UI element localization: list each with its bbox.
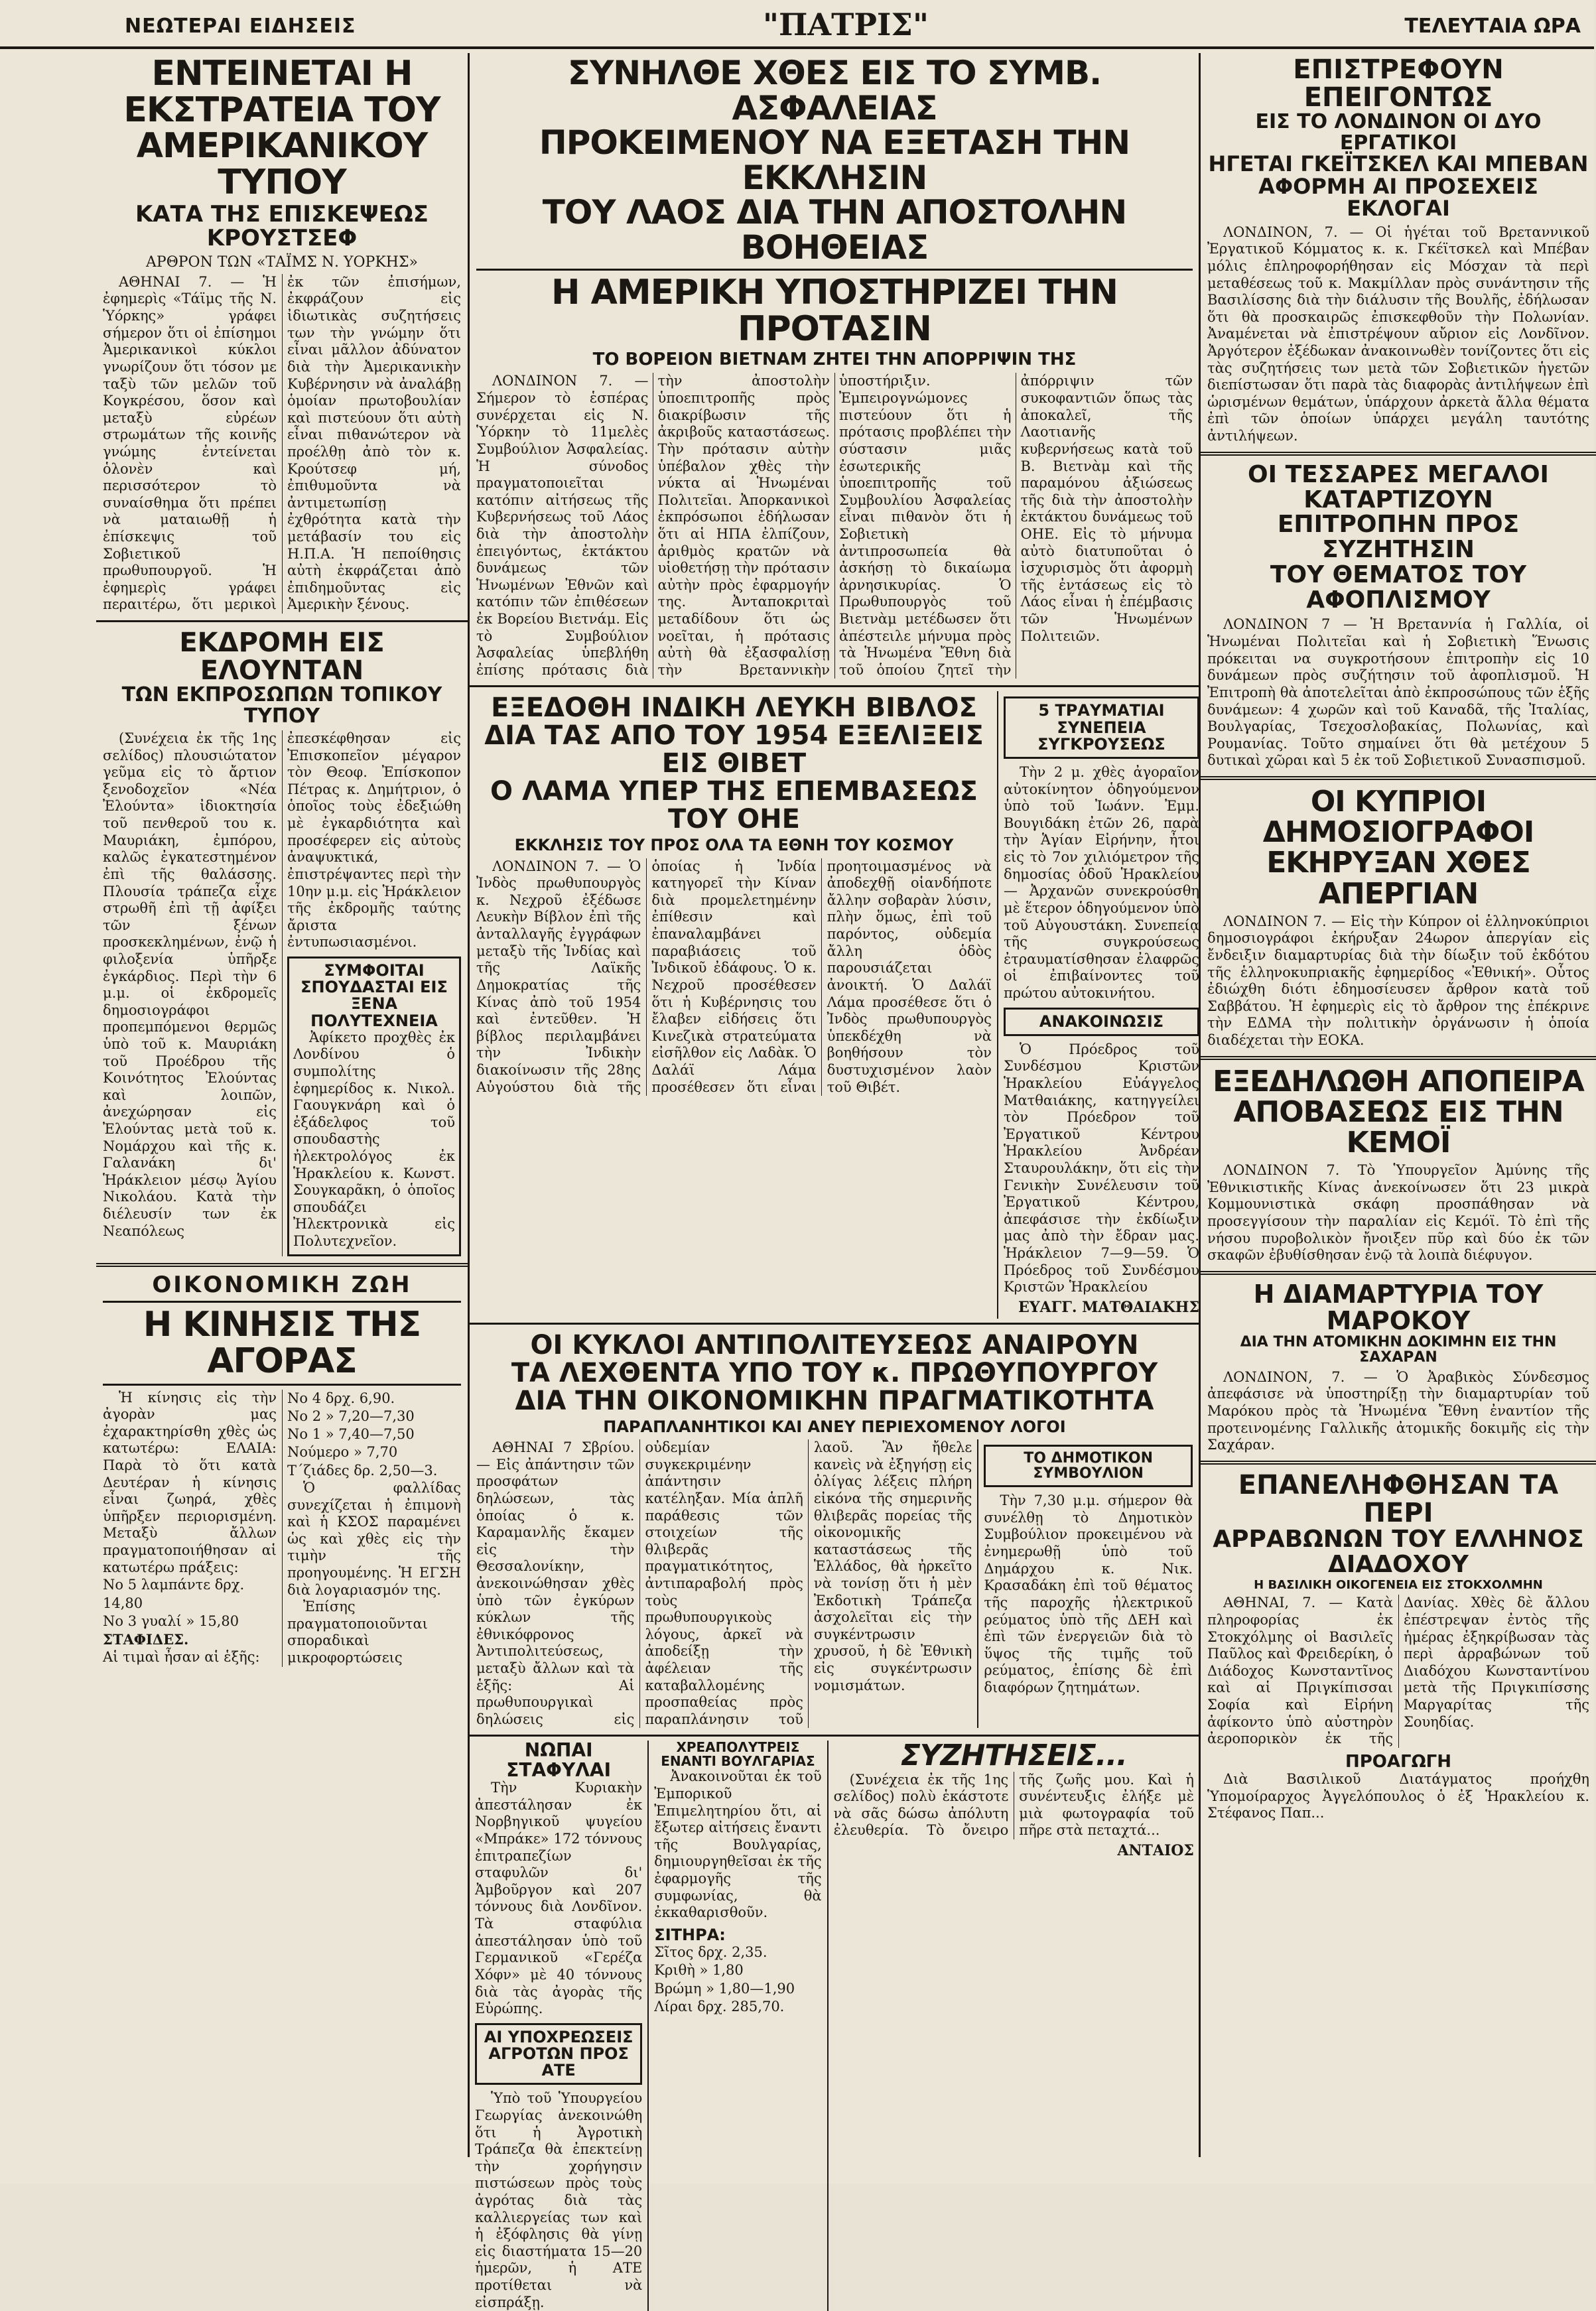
headline: ΟΙ ΤΕΣΣΑΡΕΣ ΜΕΓΑΛΟΙ ΚΑΤΑΡΤΙΖΟΥΝ [1248, 460, 1549, 513]
article-body: ΑΘΗΝΑΙ 7. — Ἡ ἐφημερὶς «Τάϊμς τῆς Ν. Ὑόρκης» γράφει σήμερον ὅτι οἱ ἐπίσημοι Ἀμερικανικοὶ κύκλοι γνωρίζουν ὅτι τόσον με ταξὺ τῶν μελῶν τοῦ Κογκρέσου, ὅσον καὶ μεταξὺ εὐρέων στρωμάτων τῆς κοινῆς γνώμης ἐντείνεται ὁλονὲν καὶ περισσότερον τὸ συναίσθημα ὅτι πρέπει νὰ ματαιωθῇ ἡ ἐπίσκεψις τοῦ Σοβιετικοῦ πρωθυπουργοῦ. Ἡ ἐφημερὶς γράφει περαιτέρω, ὅτι μερικοὶ ἐκ τῶν ἐπισήμων, ἐκφράζουν εἰς ἰδιωτικὰς συζητήσεις των τὴν γνώμην ὅτι εἶναι μᾶλλον ἀδύνατον διὰ τὴν Ἀμερικανικὴν Κυβέρνησιν νὰ ἀναλάβῃ ὁμοίαν πρωτοβουλίαν καὶ πιστεύουν ὅτι αὐτὴ εἶναι πιθανώτερον νὰ προέλθῃ ἀπὸ τὸν κ. Κρούτσεφ μή, ἐπιθυμοῦντα νὰ ἀντιμετωπίσῃ ἐχθρότητα κατὰ τὴν μετάβασίν του εἰς Η.Π.Α. Ἡ πεποίθησις αὐτὴ ἐκφράζεται ἀπὸ ἐπιδημοῦντας εἰς Ἀμερικὴν ξένους. [103, 273, 461, 613]
price-line: Νο 4 δρχ. 6,90. [287, 1390, 395, 1406]
headline: ΤΟΥ ΘΕΜΑΤΟΣ ΤΟΥ ΑΦΟΠΛΙΣΜΟΥ [1270, 561, 1527, 614]
headline: ΣΥΜΦΟΙΤΑΙ ΣΠΟΥΔΑΣΤΑΙ ΕΙΣ ΞΕΝΑ ΠΟΛΥΤΕΧΝΕΙΑ [300, 960, 448, 1030]
subheadline: Η ΒΑΣΙΛΙΚΗ ΟΙΚΟΓΕΝΕΙΑ ΕΙΣ ΣΤΟΚΧΟΛΜΗΝ [1254, 1578, 1543, 1593]
headline: ΕΚΗΡΥΞΑΝ ΧΘΕΣ ΑΠΕΡΓΙΑΝ [1266, 846, 1530, 911]
headline: ΠΡΟΚΕΙΜΕΝΟΥ ΝΑ ΕΞΕΤΑΣΗ ΤΗΝ ΕΚΚΛΗΣΙΝ [539, 123, 1130, 197]
headline: ΠΡΟΑΓΩΓΗ [1345, 1751, 1452, 1772]
section-label-left: ΝΕΩΤΕΡΑΙ ΕΙΔΗΣΕΙΣ [125, 15, 356, 38]
article-labour-leaders [1201, 53, 1596, 448]
article-crash [1004, 696, 1199, 759]
article-opposition [470, 1329, 1199, 1731]
article-body: (Συνέχεια ἐκ τῆς 1ης σελίδος) πλουσιώτατον γεῦμα εἰς τὸ ἄρτιον ξενοδοχεῖον «Νέα Ἐλούντα» ἰδιοκτησία τοῦ πενθεροῦ του κ. Μαυριάκη, ἐμπόρου, καλῶς ἐγκατεστημένον ἐπὶ τῆς θαλάσσης. Πλουσία τράπεζα εἶχε στρωθῆ ἐπὶ τῇ ἀφίξει τῶν ξένων προσκεκλημένων, ἐνῷ ἡ φιλοξενία ὑπῆρξε ἐγκάρδιος. Περὶ τὴν 6 μ.μ. οἱ ἐκδρομεῖς δημοσιογράφοι προπεμπόμενοι θερμῶς ὑπὸ τοῦ κ. Μαυριάκη τοῦ Προέδρου τῆς Κοινότητος Ἐλούντας καὶ λοιπῶν, ἀνεχώρησαν εἰς Ἐλούντας μετὰ τοῦ κ. Νομάρχου καὶ τῆς κ. Γαλανάκη δι' Ἡράκλειον μέσῳ Ἁγίου Νικολάου. Κατὰ τὴν διέλευσίν των ἐκ Νεαπόλεως ἐπεσκέφθησαν εἰς Ἐπισκοπεῖον μέγαρον τὸν Θεοφ. Ἐπίσκοπον Πέτρας κ. Δημήτριον, ὁ ὁποῖος τοὺς ἐδεξιώθη μὲ ἐγκαρδιότητα καὶ προσέφερεν εἰς αὐτοὺς ἀναψυκτικά, ἐπιστρέψαντες περὶ τὴν 10ην μ.μ. εἰς Ἡράκλειον τῆς ἐκδρομῆς ταύτης ἄριστα ἐντυπωσιασμένοι. [103, 730, 461, 1239]
section-title: ΟΙΚΟΝΟΜΙΚΗ ΖΩΗ [152, 1271, 412, 1298]
headline: ΤΟΥ ΛΑΟΣ ΔΙΑ ΤΗΝ ΑΠΟΣΤΟΛΗΝ ΒΟΗΘΕΙΑΣ [542, 193, 1127, 267]
headline: ΕΙΣ ΤΟ ΛΟΝΔΙΝΟΝ ΟΙ ΔΥΟ ΕΡΓΑΤΙΚΟΙ [1255, 110, 1542, 155]
price-line: ΣΤΑΦΙΔΕΣ. [103, 1631, 189, 1648]
article-security-council [470, 53, 1199, 681]
article-municipal-council [984, 1445, 1193, 1487]
article-body: ΛΟΝΔΙΝΟΝ 7. — Σήμερον τὸ ἑσπέρας συνέρχεται εἰς Ν. Ὑόρκην τὸ 11μελὲς Συμβούλιον Ἀσφαλείας. Ἡ σύνοδος πραγματοποιεῖται κατόπιν αἰτήσεως τῆς Κυβερνήσεως τοῦ Λάος διὰ τὴν ἀποστολὴν ἐπειγόντως, ἐκτάκτου δυνάμεως τῶν Ἡνωμένων Ἐθνῶν καὶ κατόπιν τῶν ἐπιθέσεων ἐκ Βορείου Βιετνάμ. Εἰς τὸ Συμβούλιον Ἀσφαλείας ὑπεβλήθη ἐπίσης πρότασις διὰ τὴν ἀποστολὴν ὑποεπιτροπῆς πρὸς διακρίβωσιν τῆς ἀκριβοῦς καταστάσεως. Τὴν πρότασιν αὐτὴν ὑπέβαλον χθὲς τὴν νύκτα αἱ Ἡνωμέναι Πολιτεῖαι. Ἀπορκανικοὶ ἐκπρόσωποι ἐδήλωσαν ὅτι αἱ ΗΠΑ ἐλπίζουν, ἀριθμὸς κρατῶν νὰ υἱοθετήσῃ τὴν πρότασιν αὐτὴν πρὸς ἐφαρμογήν της. Ἀνταποκριταὶ μεταδίδουν ὅτι ὡς νοεῖται, ἡ πρότασις αὐτὴ θὰ ἐξασφαλίσῃ τὴν Βρεταννικὴν ὑποστήριξιν. Ἐμπειρογνώμονες πιστεύουν ὅτι ἡ πρότασις προβλέπει τὴν σύστασιν μιᾶς ἐσωτερικῆς ὑποεπιτροπῆς τοῦ Συμβουλίου Ἀσφαλείας εἶναι πιθανὸν ὅτι ἡ Σοβιετικὴ ἀντιπροσωπεία θὰ ἀσκήσῃ τὸ δικαίωμα ἀρνησικυρίας. Ὁ Πρωθυπουργὸς τοῦ Βιετνὰμ μετέδωσεν ὅτι ἀπέστειλε μήνυμα πρὸς τὰ Ἡνωμένα Ἔθνη διὰ τοῦ ὁποίου ζητεῖ τὴν ἀπόρριψιν τῶν συκοφαντιῶν ὅπως τὰς ἀποκαλεῖ, τῆς Λαοτιανῆς κυβερνήσεως κατὰ τοῦ Β. Βιετνὰμ καὶ τῆς παραμόνου ἀξιώσεως τῆς διὰ τὴν ἀποστολὴν ἐκτάκτου δυνάμεως τοῦ ΟΗΕ. Εἰς τὸ μήνυμα αὐτὸ διατυποῦται ὁ ἰσχυρισμὸς ὅτι ἀφορμὴ τῆς ἐντάσεως εἰς τὸ Λάος εἶναι ἡ ἐπέμβασις τῶν Ἡνωμένων Πολιτειῶν. [476, 373, 1193, 678]
left-column [96, 53, 468, 2157]
headline: ΔΙΑ ΤΗΝ ΟΙΚΟΝΟΜΙΚΗΝ ΠΡΑΓΜΑΤΙΚΟΤΗΤΑ [515, 1385, 1154, 1416]
side-stack [997, 691, 1199, 1318]
subheadline: ΚΑΤΑ ΤΗΣ ΕΠΙΣΚΕΨΕΩΣ ΚΡΟΥΣΤΣΕΦ [135, 201, 429, 252]
headline: ΑΠΟΒΑΣΕΩΣ ΕΙΣ ΤΗΝ ΚΕΜΟΪ [1233, 1094, 1563, 1159]
headline: Η ΑΜΕΡΙΚΗ ΥΠΟΣΤΗΡΙΖΕΙ ΤΗΝ ΠΡΟΤΑΣΙΝ [551, 273, 1118, 349]
article-cyprus-journalists [1201, 784, 1596, 1052]
headline: Η ΚΙΝΗΣΙΣ ΤΗΣ ΑΓΟΡΑΣ [103, 1301, 461, 1385]
article-bulgaria [647, 1741, 827, 2311]
article-farmers [475, 2023, 642, 2085]
signature: ΕΥΑΓΓ. ΜΑΤΘΑΙΑΚΗΣ [1018, 1298, 1199, 1316]
headline: ΝΩΠΑΙ ΣΤΑΦΥΛΑΙ [506, 1739, 612, 1781]
article-body: Ὁ φαλλίδας συνεχίζεται ἡ ἐπιμονὴ καὶ ἡ ΚΣΟΣ παραμένει ὡς καὶ χθὲς εἰς τὴν τιμὴν τῆς προηγουμένης. Ἡ ΕΓΣΗ διὰ λογαριασμόν της. [287, 1479, 461, 1598]
bottom-row [470, 1741, 1199, 2311]
article-tibet [470, 691, 997, 1318]
headline: ΕΠΑΝΕΛΗΦΘΗΣΑΝ ΤΑ ΠΕΡΙ [1238, 1469, 1559, 1528]
kicker: ΠΑΡΑΠΛΑΝΗΤΙΚΟΙ ΚΑΙ ΑΝΕΥ ΠΕΡΙΕΧΟΜΕΝΟΥ ΛΟΓΟΙ [603, 1417, 1066, 1436]
headline: ΕΝΤΕΙΝΕΤΑΙ Η ΕΚΣΤΡΑΤΕΙΑ ΤΟΥ ΑΜΕΡΙΚΑΝΙΚΟΥ ΤΥΠΟΥ [123, 54, 440, 202]
headline: ΕΠΙΤΡΟΠΗΝ ΠΡΟΣ ΣΥΖΗΤΗΣΙΝ [1277, 511, 1520, 564]
headline: ΕΠΙΣΤΡΕΦΟΥΝ ΕΠΕΙΓΟΝΤΩΣ [1293, 54, 1504, 113]
price-line: Νο 5 λαμπάντε δρχ. 14,80 [103, 1577, 245, 1611]
article-market [96, 1271, 468, 1670]
article-disarmament [1201, 460, 1596, 772]
headline: ΗΓΕΤΑΙ ΓΚΕΪΤΣΚΕΛ ΚΑΙ ΜΠΕΒΑΝ [1208, 151, 1589, 176]
kicker: ΑΡΘΡΟΝ ΤΩΝ «ΤΑΪΜΣ Ν. ΥΟΡΚΗΣ» [146, 253, 418, 271]
article-body: Ἀφίκετο προχθὲς ἐκ Λονδίνου ὁ συμπολίτης ἐφημερίδος κ. Νικολ. Γαουγκνάρη καὶ ὁ ἐξάδελφος τοῦ σπουδαστὴς ἠλεκτρολόγος ἐκ Ἡρακλείου κ. Κωνστ. Σουγκαρᾶκη, ὁ ὁποῖος σπουδάζει Ἠλεκτρονικὰ εἰς Πολυτεχνεῖον. [293, 1029, 455, 1250]
subheadline: ΤΩΝ ΕΚΠΡΟΣΩΠΩΝ ΤΟΠΙΚΟΥ ΤΥΠΟΥ [121, 683, 442, 728]
price-line: Βρώμη » 1,80—1,90 [654, 1980, 795, 1997]
headline: Η ΔΙΑΜΑΡΤΥΡΙΑ ΤΟΥ ΜΑΡΟΚΟΥ [1253, 1279, 1544, 1335]
article-body: ΛΟΝΔΙΝΟΝ 7. — Ὁ Ἰνδὸς πρωθυπουργὸς κ. Νεχροῦ ἐξέδωσε Λευκὴν Βίβλον ἐπὶ τῆς ἀνταλλαγῆς ἐγγράφων μεταξὺ τῆς Ἰνδίας καὶ τῆς Λαϊκῆς Δημοκρατίας τῆς Κίνας ἀπὸ τοῦ 1954 καὶ ἐντεῦθεν. Ἡ βίβλος περιλαμβάνει τὴν Ἰνδικὴν διακοίνωσιν τῆς 28ης Αὐγούστου διὰ τῆς ὁποίας ἡ Ἰνδία κατηγορεῖ τὴν Κίναν διὰ προμελετημένην ἐπίθεσιν καὶ ἐπαναλαμβάνει παραβιάσεις τοῦ Ἰνδικοῦ ἐδάφους. Ὁ κ. Νεχροῦ προσέθεσεν ὅτι ἡ Κυβέρνησις του ἔλαβεν εἰδήσεις ὅτι Κινεζικὰ στρατεύματα εἰσῆλθον εἰς Λαδὰκ. Ὁ Δαλάϊ Λάμα προσέθεσεν ὅτι εἶναι προητοιμασμένος νὰ ἀποδεχθῇ οἱανδήποτε ἄλλην σοβαρὰν λύσιν, πλὴν ὅμως, ἐπὶ τοῦ παρόντος, οὐδεμία ἄλλη ὁδὸς παρουσιάζεται ἀνοικτή. Ὁ Δαλάϊ Λάμα προσέθεσε ὅτι ὁ Ἰνδὸς πρωθυπουργὸς ὑπεκδέχθη νὰ βοηθήσουν τὸν δυστυχισμένον λαὸν τοῦ Θιβέτ. [476, 858, 992, 1095]
headline: ΧΡΕΑΠΟΛΥΤΡΕΙΣ ΕΝΑΝΤΙ ΒΟΥΛΓΑΡΙΑΣ [661, 1739, 815, 1770]
price-line: Σῖτος δρχ. 2,35. [654, 1944, 767, 1961]
headline: ΕΞΕΔΟΘΗ ΙΝΔΙΚΗ ΛΕΥΚΗ ΒΙΒΛΟΣ [491, 693, 977, 724]
headline: ΣΥΝΗΛΘΕ ΧΘΕΣ ΕΙΣ ΤΟ ΣΥΜΒ. ΑΣΦΑΛΕΙΑΣ [567, 54, 1102, 127]
article-royal-engagement [1201, 1469, 1596, 1825]
article-body: ΛΟΝΔΙΝΟΝ 7 — Ἡ Βρεταννία ἡ Γαλλία, οἱ Ἡνωμέναι Πολιτεῖαι καὶ ἡ Σοβιετικὴ Ἕνωσις πρόκειται να συγκροτήσουν ἐπιτροπὴν εἰς 10 δυνάμεων πρὸς συζήτησιν τοῦ ἀφοπλισμοῦ. Ἡ Ἐπιτροπὴ θὰ ἀποτελεῖται ἀπὸ ἐκπροσώπους τῶν ἑξῆς δυνάμεων: 4 χωρῶν καὶ τοῦ Καναδᾶ, τῆς Ἰταλίας, Βουλγαρίας, Τσεχοσλοβακίας, Πολωνίας, καὶ Ρουμανίας. Τοῦτο σημαίνει ὅτι θὰ μετέχουν 5 δυτικαὶ χῶραι καὶ 5 ἐκ τοῦ Σοβιετικοῦ Συνασπισμοῦ. [1207, 616, 1589, 769]
article-body: ΑΘΗΝΑΙ, 7. — Κατὰ πληροφορίας ἐκ Στοκχόλμης οἱ Βασιλεῖς Παῦλος καὶ Φρειδερίκη, ὁ Διάδοχος Κωνσταντῖνος καὶ αἱ Πριγκίπισσαι Σοφία καὶ Εἰρήνη ἀφίκοντο ὑπὸ αὐστηρὸν ἀεροπορικὸν ἐκ τῆς Δανίας. Χθὲς δὲ ἄλλου ἐπέστρεψαν ἐντὸς τῆς ἡμέρας ἐξηκρίβωσαν τὰς περὶ ἀρραβώνων τοῦ Διαδόχου Κωνσταντίνου μετὰ τῆς Πριγκιπίσσης Μαργαρίτας τῆς Σουηδίας. [1207, 1595, 1589, 1747]
headline: ΔΙΑ ΤΑΣ ΑΠΟ ΤΟΥ 1954 ΕΞΕΛΙΞΕΙΣ ΕΙΣ ΘΙΒΕΤ [484, 720, 984, 779]
article-quemoy [1201, 1064, 1596, 1267]
article-body: Τὴν 2 μ. χθὲς ἀγοραῖον αὐτοκίνητον ὁδηγούμενον ὑπὸ τοῦ Ἰωάνν. Ἐμμ. Βουγιδάκη ἐτῶν 26, παρὰ τὴν Ἁγίαν Εἰρήνην, ἦτοι εἰς τὸ 7ον χιλιόμετρον τῆς δημοσίας ὁδοῦ Ἡρακλείου — Ἀρχανῶν συνεκρούσθη μὲ ἕτερον ὁδηγούμενον ὑπὸ τοῦ Αὐγουστάκη. Συνεπείᾳ τῆς συγκρούσεως ἐτραυματίσθησαν ἐλαφρῶς οἱ ἐπιβαίνοντες τοῦ πρώτου αὐτοκινήτου. [1003, 764, 1199, 1001]
article-body: (Συνέχεια ἐκ τῆς 1ης σελίδος) πολὺ ἑκάστοτε νὰ σᾶς δώσω ἀπόλυτη ἐλευθερία. Τὸ ὄνειρο τῆς ζωῆς μου. Καὶ ἡ συνέντευξις ἐλήξε μὲ μιὰ φωτογραφία τοῦ πῆρε στὰ πεταχτά... [833, 1771, 1194, 1839]
middle-row [470, 691, 1199, 1318]
article-announcement [1004, 1008, 1199, 1036]
headline: ΑΡΡΑΒΩΝΩΝ ΤΟΥ ΕΛΛΗΝΟΣ ΔΙΑΔΟΧΟΥ [1213, 1525, 1584, 1578]
article-elounda-trip [96, 626, 468, 1259]
headline: ΤΟ ΔΗΜΟΤΙΚΟΝ ΣΥΜΒΟΥΛΙΟΝ [1024, 1450, 1154, 1483]
right-column [1199, 53, 1596, 2157]
headline: ΕΚΔΡΟΜΗ ΕΙΣ ΕΛΟΥΝΤΑΝ [179, 627, 385, 687]
headline: ΤΑ ΛΕΧΘΕΝΤΑ ΥΠΟ ΤΟΥ κ. ΠΡΩΘΥΠΟΥΡΓΟΥ [511, 1357, 1158, 1388]
signature: ΑΝΤΑΙΟΣ [1117, 1842, 1194, 1860]
article-body: ΛΟΝΔΙΝΟΝ 7. Τὸ Ὑπουργεῖον Ἀμύνης τῆς Ἐθνικιστικῆς Κίνας ἀνεκοίνωσεν ὅτι 23 μικρὰ Κομμουνιστικὰ σκάφη προσπάθησαν νὰ προσεγγίσουν τὴν παραλίαν εἰς Κεμόϊ. Τὸ ἐπὶ τῆς νήσου πυροβολικὸν ἤνοιξεν πῦρ καὶ δύο ἐκ τῶν σκαφῶν ἐβυθίσθησαν ἐνῷ τὰ λοιπὰ διέφυγον. [1207, 1162, 1589, 1264]
article-body: ΛΟΝΔΙΝΟΝ, 7. — Οἱ ἡγέται τοῦ Βρεταννικοῦ Ἐργατικοῦ Κόμματος κ. κ. Γκέϊτσκελ καὶ Μπέβαν μόλις ἐπληροφορήθησαν εἰς Μόσχαν τὰ περὶ μεταθέσεως τοῦ κ. Μακμίλλαν πρὸς συνάντησιν τῆς Βασιλίσσης διὰ τὴν διάλυσιν τῆς Βουλῆς, ἐδήλωσαν ὅτι θὰ προσκαιρῶς ἐπισκεφθοῦν τὴν Πολωνίαν. Ἀναμένεται νὰ ἐπιστρέψουν αὔριον εἰς Λονδῖνον. Ἀργότερον ἐξέδωκαν ἀνακοινωθὲν τονίζοντες ὅτι εἰς τὰς συζητήσεις των μετὰ τῶν Σοβιετικῶν ἡγετῶν διεπίστωσαν ὅτι παρὰ τὰς διαφορὰς ἀντιλήψεων ἐπὶ ὡρισμένων θεμάτων, ὑπάρχουν ἀρκετὰ ἄλλα θέματα ἐπὶ τῶν ὁποίων ὑπάρχει μεγάλη ταυτότης ἀντιλήψεων. [1207, 224, 1589, 444]
headline: 5 ΤΡΑΥΜΑΤΙΑΙ ΣΥΝΕΠΕΙΑ ΣΥΓΚΡΟΥΣΕΩΣ [1037, 701, 1165, 754]
price-line: Αἱ τιμαὶ ἦσαν αἱ ἑξῆς: [103, 1649, 260, 1666]
kicker: ΤΟ ΒΟΡΕΙΟΝ ΒΙΕΤΝΑΜ ΖΗΤΕΙ ΤΗΝ ΑΠΟΡΡΙΨΙΝ ΤΗΣ [592, 350, 1077, 370]
article-body: Ὑπὸ τοῦ Ὑπουργείου Γεωργίας ἀνεκοινώθη ὅτι ἡ Ἀγροτικὴ Τράπεζα θὰ ἐπεκτείνῃ τὴν χορήγησιν πιστώσεων πρὸς τοὺς ἀγρότας διὰ τὰς καλλιεργείας των καὶ ἡ ἐξόφλησις θὰ γίνῃ εἰς διαστήματα 15—20 ἡμερῶν, ἡ ΑΤΕ προτίθεται νὰ εἰσπράξῃ. [475, 2090, 643, 2310]
price-line: Νούμερο » 7,70 [287, 1444, 398, 1461]
headline: ΟΙ ΚΥΚΛΟΙ ΑΝΤΙΠΟΛΙΤΕΥΣΕΩΣ ΑΝΑΙΡΟΥΝ [530, 1329, 1139, 1360]
article-morocco [1201, 1279, 1596, 1457]
headline: ΕΞΕΔΗΛΩΘΗ ΑΠΟΠΕΙΡΑ [1213, 1064, 1584, 1098]
headline: ΑΦΟΡΜΗ ΑΙ ΠΡΟΣΕΧΕΙΣ ΕΚΛΟΓΑΙ [1258, 173, 1538, 222]
kicker: ΕΚΚΛΗΣΙΣ ΤΟΥ ΠΡΟΣ ΟΛΑ ΤΑ ΕΘΝΗ ΤΟΥ ΚΟΣΜΟΥ [514, 836, 954, 855]
headline: Ο ΛΑΜΑ ΥΠΕΡ ΤΗΣ ΕΠΕΜΒΑΣΕΩΣ ΤΟΥ ΟΗΕ [490, 776, 978, 835]
article-krouschev-visit [96, 53, 468, 616]
price-line: Τ΄ζιάδες δρ. 2,50—3. [287, 1462, 438, 1479]
article-body: Τὴν Κυριακὴν ἀπεστάλησαν ἐκ Νορβηγικοῦ ψυγείου «Μπράκε» 172 τόννους ἐπιτραπεζίων σταφυλῶν δι' Ἀμβοῦργον καὶ 207 τόννους διὰ Λονδῖνον. Τὰ σταφύλια ἀπεστάλησαν ὑπὸ τοῦ Γερμανικοῦ «Γερέζα Χόφν» μὲ 40 τόννους διὰ τὰς ἀγορὰς τῆς Εὐρώπης. [475, 1780, 643, 2017]
article-body: ΛΟΝΔΙΝΟΝ, 7. — Ὁ Ἀραβικὸς Σύνδεσμος ἀπεφάσισε νὰ ὑποστηρίξῃ τὴν διαμαρτυρίαν τοῦ Μαρόκου πρὸς τὰ Ἡνωμένα Ἔθνη ἐναντίον τῆς προτεινομένης Γαλλικῆς ἀτομικῆς δοκιμῆς εἰς τὴν Σαχάραν. [1207, 1368, 1589, 1453]
headline: ΣΙΤΗΡΑ: [654, 1925, 726, 1944]
headline: ΑΝΑΚΟΙΝΩΣΙΣ [1039, 1012, 1164, 1031]
headline: ΣΥΖΗΤΗΣΕΙΣ... [900, 1739, 1127, 1773]
price-line: Κριθὴ » 1,80 [654, 1962, 744, 1979]
headline: ΑΙ ΥΠΟΧΡΕΩΣΕΙΣ ΑΓΡΟΤΩΝ ΠΡΟΣ ΑΤΕ [484, 2027, 633, 2080]
article-body: Ὁ Πρόεδρος τοῦ Συνδέσμου Κριστῶν Ἡρακλείου Εὐάγγελος Ματθαιάκης, κατηγγείλει τὸν Πρόεδρον τοῦ Ἐργατικοῦ Κέντρου Ἡρακλείου Ἀνδρέαν Σταυρουλάκην, ὅτι εἰς τὴν Γενικὴν Συνέλευσιν τοῦ Ἐργατικοῦ Κέντρου, ἀπεφάσισε τὴν ἐκδίωξιν μας ἀπὸ τὴν ἔδραν μας. Ἡράκλειον 7—9—59. Ὁ Πρόεδρος τοῦ Συνδέσμου Κριστῶν Ἡρακλείου [1003, 1041, 1199, 1295]
headline: ΟΙ ΚΥΠΡΙΟΙ ΔΗΜΟΣΙΟΓΡΑΦΟΙ [1262, 784, 1534, 850]
subheadline: ΔΙΑ ΤΗΝ ΑΤΟΜΙΚΗΝ ΔΟΚΙΜΗΝ ΕΙΣ ΤΗΝ ΣΑΧΑΡΑΝ [1240, 1333, 1557, 1366]
price-line: Νο 3 γυαλί » 15,80 [103, 1613, 239, 1629]
article-body: Διὰ Βασιλικοῦ Διατάγματος προήχθη Ὑπομοίραρχος Ἀγγελόπουλος ὁ ἐξ Ἡρακλείου κ. Στέφανος Παπ... [1207, 1771, 1589, 1821]
section-label-right: ΤΕΛΕΥΤΑΙΑ ΩΡΑ [1404, 15, 1581, 38]
price-line: Νο 2 » 7,20—7,30 [287, 1408, 415, 1424]
article-grapes [470, 1741, 647, 2311]
newspaper-name: "ΠΑΤΡΙΣ" [763, 7, 929, 42]
article-body: Ἀνακοινοῦται ἐκ τοῦ Ἐμπορικοῦ Ἐπιμελητηρίου ὅτι, αἱ ἔξωτερ αἰτήσεις ἔναντι τῆς Βουλγαρίας, δημιουργηθεῖσαι ἐκ τῆς ἐφαρμογῆς τῆς συμφωνίας, θὰ ἐκκαθαρισθοῦν. [654, 1768, 822, 1921]
price-line: Νο 1 » 7,40—7,50 [287, 1426, 415, 1443]
masthead-bar [0, 0, 1594, 49]
article-body: ΛΟΝΔΙΝΟΝ 7. — Εἰς τὴν Κύπρον οἱ ἑλληνοκύπριοι δημοσιογράφοι ἐκήρυξαν 24ωρον ἀπεργίαν εἰς ἔνδειξιν διαμαρτυρίας διὰ τὴν δίωξιν τοῦ ἐκδότου τῆς ἑλληνοκυπριακῆς ἐφημερίδος «Ἐθνική». Οὗτος ἐδιώχθη διότι ἐδημοσίευσεν ἄρθρον κατὰ τοῦ Σαββάτου. Ἡ ἐφημερὶς εἰς τὸ ἄρθρον της ἐπέκρινε τὴν ΕΔΜΑ τὴν πολιτικὴν ὀργάνωσιν ἡ ὁποία διαδέχεται τὴν ΕΟΚΑ. [1207, 913, 1589, 1048]
boxed-article-students [287, 957, 461, 1256]
article-body: Ἡ κίνησις εἰς τὴν ἀγορὰν μας ἐχαρακτηρίσθη χθὲς ὡς κατωτέρω: ΕΛΑΙΑ: Παρὰ τὸ ὅτι κατὰ Δευτέραν ἡ κίνησις εἶναι ζωηρά, χθὲς ὑπῆρξεν περιορισμένη. Μεταξὺ ἄλλων πραγματοποιήθησαν αἱ κατωτέρω πράξεις: [103, 1389, 277, 1575]
article-body: ΑΘΗΝΑΙ 7 Σβρίου. — Εἰς ἀπάντησιν τῶν προσφάτων δηλώσεων, τὰς ὁποίας ὁ κ. Καραμανλῆς ἔκαμεν εἰς τὴν Θεσσαλονίκην, ἀνεκοινώθησαν χθὲς ὑπὸ τῶν ἐγκύρων κύκλων τῆς ἐθνικόφρονος Ἀντιπολιτεύσεως, μεταξὺ ἄλλων καὶ τὰ ἑξῆς: Αἱ πρωθυπουργικαὶ δηλώσεις εἰς οὐδεμίαν συγκεκριμένην ἀπάντησιν κατέληξαν. Μία ἁπλῆ παράθεσις τῶν στοιχείων τῆς θλιβερᾶς πραγματικότητος, ἀντιπαραβολή πρὸς τοὺς πρωθυπουργικοὺς λόγους, ἀρκεῖ νὰ ἀποδείξῃ τὴν ἀφέλειαν τῆς καταβαλλομένης προσπαθείας πρὸς παραπλάνησιν τοῦ λαοῦ. Ἂν ἤθελε κανεὶς νὰ ἐξηγήσῃ εἰς ὀλίγας λέξεις πλήρη εἰκόνα τῆς σημερινῆς θλιβερᾶς πορείας τῆς οἰκονομικῆς καταστάσεως τῆς Ἑλλάδος, θὰ ἠρκεῖτο νὰ τονίσῃ ὅτι ἡ μὲν Ἐκδοτικὴ Τράπεζα ἀσχολεῖται εἰς τὴν συγκέντρωσιν χρυσοῦ, ἡ δὲ Ἐθνικὴ εἰς συγκέντρωσιν νομισμάτων. [476, 1439, 972, 1727]
article-discussions [827, 1741, 1199, 2311]
article-body: Ἐπίσης πραγματοποιοῦνται σποραδικαὶ μικροφορτώσεις [287, 1599, 428, 1666]
article-body: Τὴν 7,30 μ.μ. σήμερον θὰ συνέλθῃ τὸ Δημοτικὸν Συμβούλιον προκειμένου νὰ ἐνημερωθῇ ὑπὸ τοῦ Δημάρχου κ. Νικ. Κρασαδάκη ἐπὶ τοῦ θέματος τῆς παροχῆς ἠλεκτρικοῦ ρεύματος ὑπὸ τῆς ΔΕΗ καὶ ἐπὶ τῶν ἐνεργειῶν διὰ τὸ ὕψος τῆς τιμῆς τοῦ ρεύματος, ἐπίσης δὲ ἐπὶ διαφόρων ζητημάτων. [984, 1492, 1193, 1695]
price-line: Λίραι δρχ. 285,70. [654, 1998, 785, 2014]
center-column [468, 53, 1199, 2310]
